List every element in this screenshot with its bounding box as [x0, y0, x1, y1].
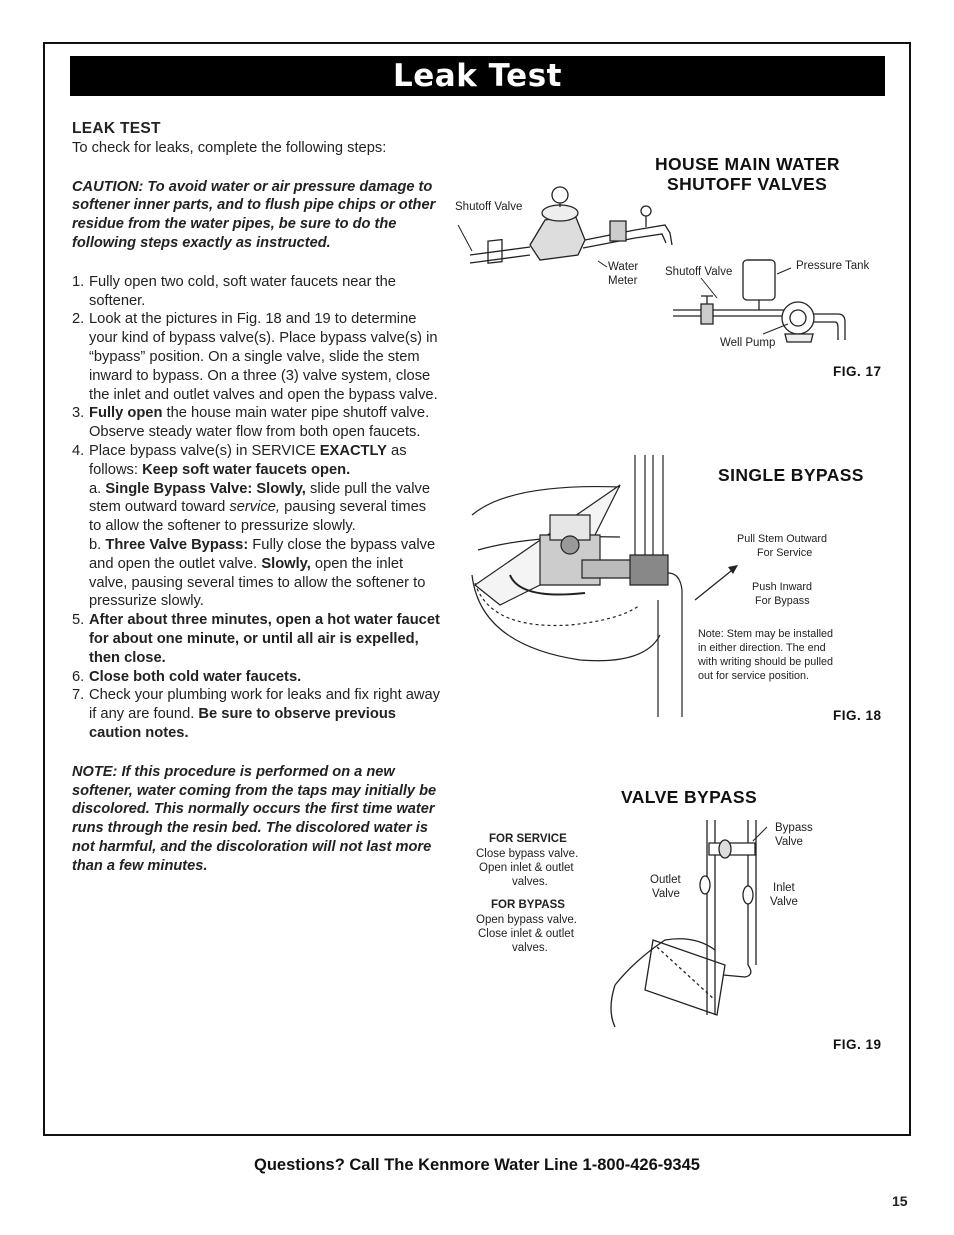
- label-push-inward-2: For Bypass: [755, 595, 810, 607]
- step-6: 6. Close both cold water faucets.: [72, 668, 302, 685]
- page-number: 15: [892, 1193, 908, 1209]
- fig18-label: FIG. 18: [833, 708, 882, 723]
- label-pull-stem-2: For Service: [757, 547, 813, 559]
- label-water-meter-2: Meter: [608, 275, 638, 287]
- label-inlet-valve-1: Inlet: [773, 882, 795, 894]
- label-bypass-valve-2: Valve: [775, 836, 803, 848]
- fig17-well-pump-illustration: [673, 258, 858, 348]
- section-title: LEAK TEST: [72, 120, 161, 137]
- label-pressure-tank: Pressure Tank: [796, 260, 870, 272]
- note-text: NOTE: If this procedure is performed on a new softener, water coming from the taps may initially be discolored. This normally occurs the first time water runs through the resin bed. The discolored water is not harmful, and the discoloration will not last more than a few minutes.: [72, 763, 437, 874]
- label-bypass-valve-1: Bypass: [775, 822, 813, 834]
- steps-list: [72, 273, 442, 743]
- fig17-heading-line2: SHUTOFF VALVES: [667, 174, 828, 194]
- title-banner: [70, 56, 885, 96]
- page-title: Leak Test: [393, 58, 562, 94]
- fig19-valve-bypass-illustration: [605, 815, 780, 1030]
- step-3: 3. Fully open the house main water pipe shutoff valve. Observe steady water flow from both open faucets.: [72, 405, 430, 441]
- for-service-title: FOR SERVICE: [489, 833, 567, 845]
- step-5: 5. After about three minutes, open a hot water faucet for about one minute, or until all air is expelled, then close.: [72, 612, 440, 666]
- label-outlet-valve-2: Valve: [652, 888, 680, 900]
- label-outlet-valve-1: Outlet: [650, 874, 681, 886]
- step-4a: a. Single Bypass Valve: Slowly, slide pull the valve stem outward toward service, pausing several times to allow the softener to pressurize slowly.: [89, 480, 430, 535]
- for-service-line1: Close bypass valve.: [476, 848, 579, 860]
- for-service-line3: valves.: [512, 876, 548, 888]
- step-1: 1. Fully open two cold, soft water faucets near the softener.: [72, 273, 396, 309]
- instructions-column: [72, 120, 442, 875]
- for-bypass-line3: valves.: [512, 942, 548, 954]
- step-4: 4. Place bypass valve(s) in SERVICE EXACTLY as follows: Keep soft water faucets open. a. Single Bypass Valve: Slowly, slide pull the valve stem outward toward service, pausing several times to allow the softener to pressurize slowly. b. Three Valve Bypass: Fully close the bypass valve and open the outlet valve. Slowly, open the inlet valve, pausing several times to allow the softener to pressurize slowly.: [72, 442, 442, 611]
- fig17-heading-line1: HOUSE MAIN WATER: [655, 154, 840, 174]
- for-bypass-line2: Close inlet & outlet: [478, 928, 574, 940]
- fig18-single-bypass-illustration: [470, 455, 745, 720]
- fig17-water-meter-illustration: [470, 185, 685, 275]
- label-shutoff-valve-2: Shutoff Valve: [665, 266, 733, 278]
- label-water-meter-1: Water: [608, 261, 639, 273]
- step-2: 2. Look at the pictures in Fig. 18 and 19 to determine your kind of bypass valve(s). Place bypass valve(s) in “bypass” position. On a single valve, slide the stem inward to bypass. On a three (3) valve system, close the inlet and outlet valves and open the bypass valve.: [72, 311, 438, 403]
- label-shutoff-valve-1: Shutoff Valve: [455, 201, 523, 213]
- for-service-line2: Open inlet & outlet: [479, 862, 574, 874]
- stem-note-line1: Note: Stem may be installed: [698, 628, 834, 640]
- fig19-label: FIG. 19: [833, 1037, 882, 1052]
- stem-note-line2: in either direction. The end: [698, 642, 826, 654]
- label-well-pump: Well Pump: [720, 337, 776, 349]
- label-inlet-valve-2: Valve: [770, 896, 798, 908]
- fig17-label: FIG. 17: [833, 364, 882, 379]
- label-push-inward-1: Push Inward: [752, 581, 813, 593]
- fig19-heading: VALVE BYPASS: [621, 787, 758, 807]
- step-7: 7. Check your plumbing work for leaks and fix right away if any are found. Be sure to observe previous caution notes.: [72, 687, 441, 741]
- caution-text: CAUTION: To avoid water or air pressure damage to softener inner parts, and to flush pipe chips or other residue from the water pipes, be sure to do the following steps exactly as instructed.: [72, 178, 436, 251]
- for-bypass-title: FOR BYPASS: [491, 899, 565, 911]
- fig18-heading: SINGLE BYPASS: [718, 465, 864, 485]
- stem-note-line3: with writing should be pulled: [698, 656, 834, 668]
- label-pull-stem-1: Pull Stem Outward: [737, 533, 828, 545]
- stem-note-line4: out for service position.: [698, 670, 810, 682]
- footer-contact-line: Questions? Call The Kenmore Water Line 1-800-426-9345: [254, 1156, 700, 1174]
- intro-text: To check for leaks, complete the following steps:: [72, 139, 387, 156]
- for-bypass-line1: Open bypass valve.: [476, 914, 578, 926]
- step-4b: b. Three Valve Bypass: Fully close the bypass valve and open the outlet valve. Slowly, open the inlet valve, pausing several times to allow the softener to pressurize slowly.: [89, 536, 436, 610]
